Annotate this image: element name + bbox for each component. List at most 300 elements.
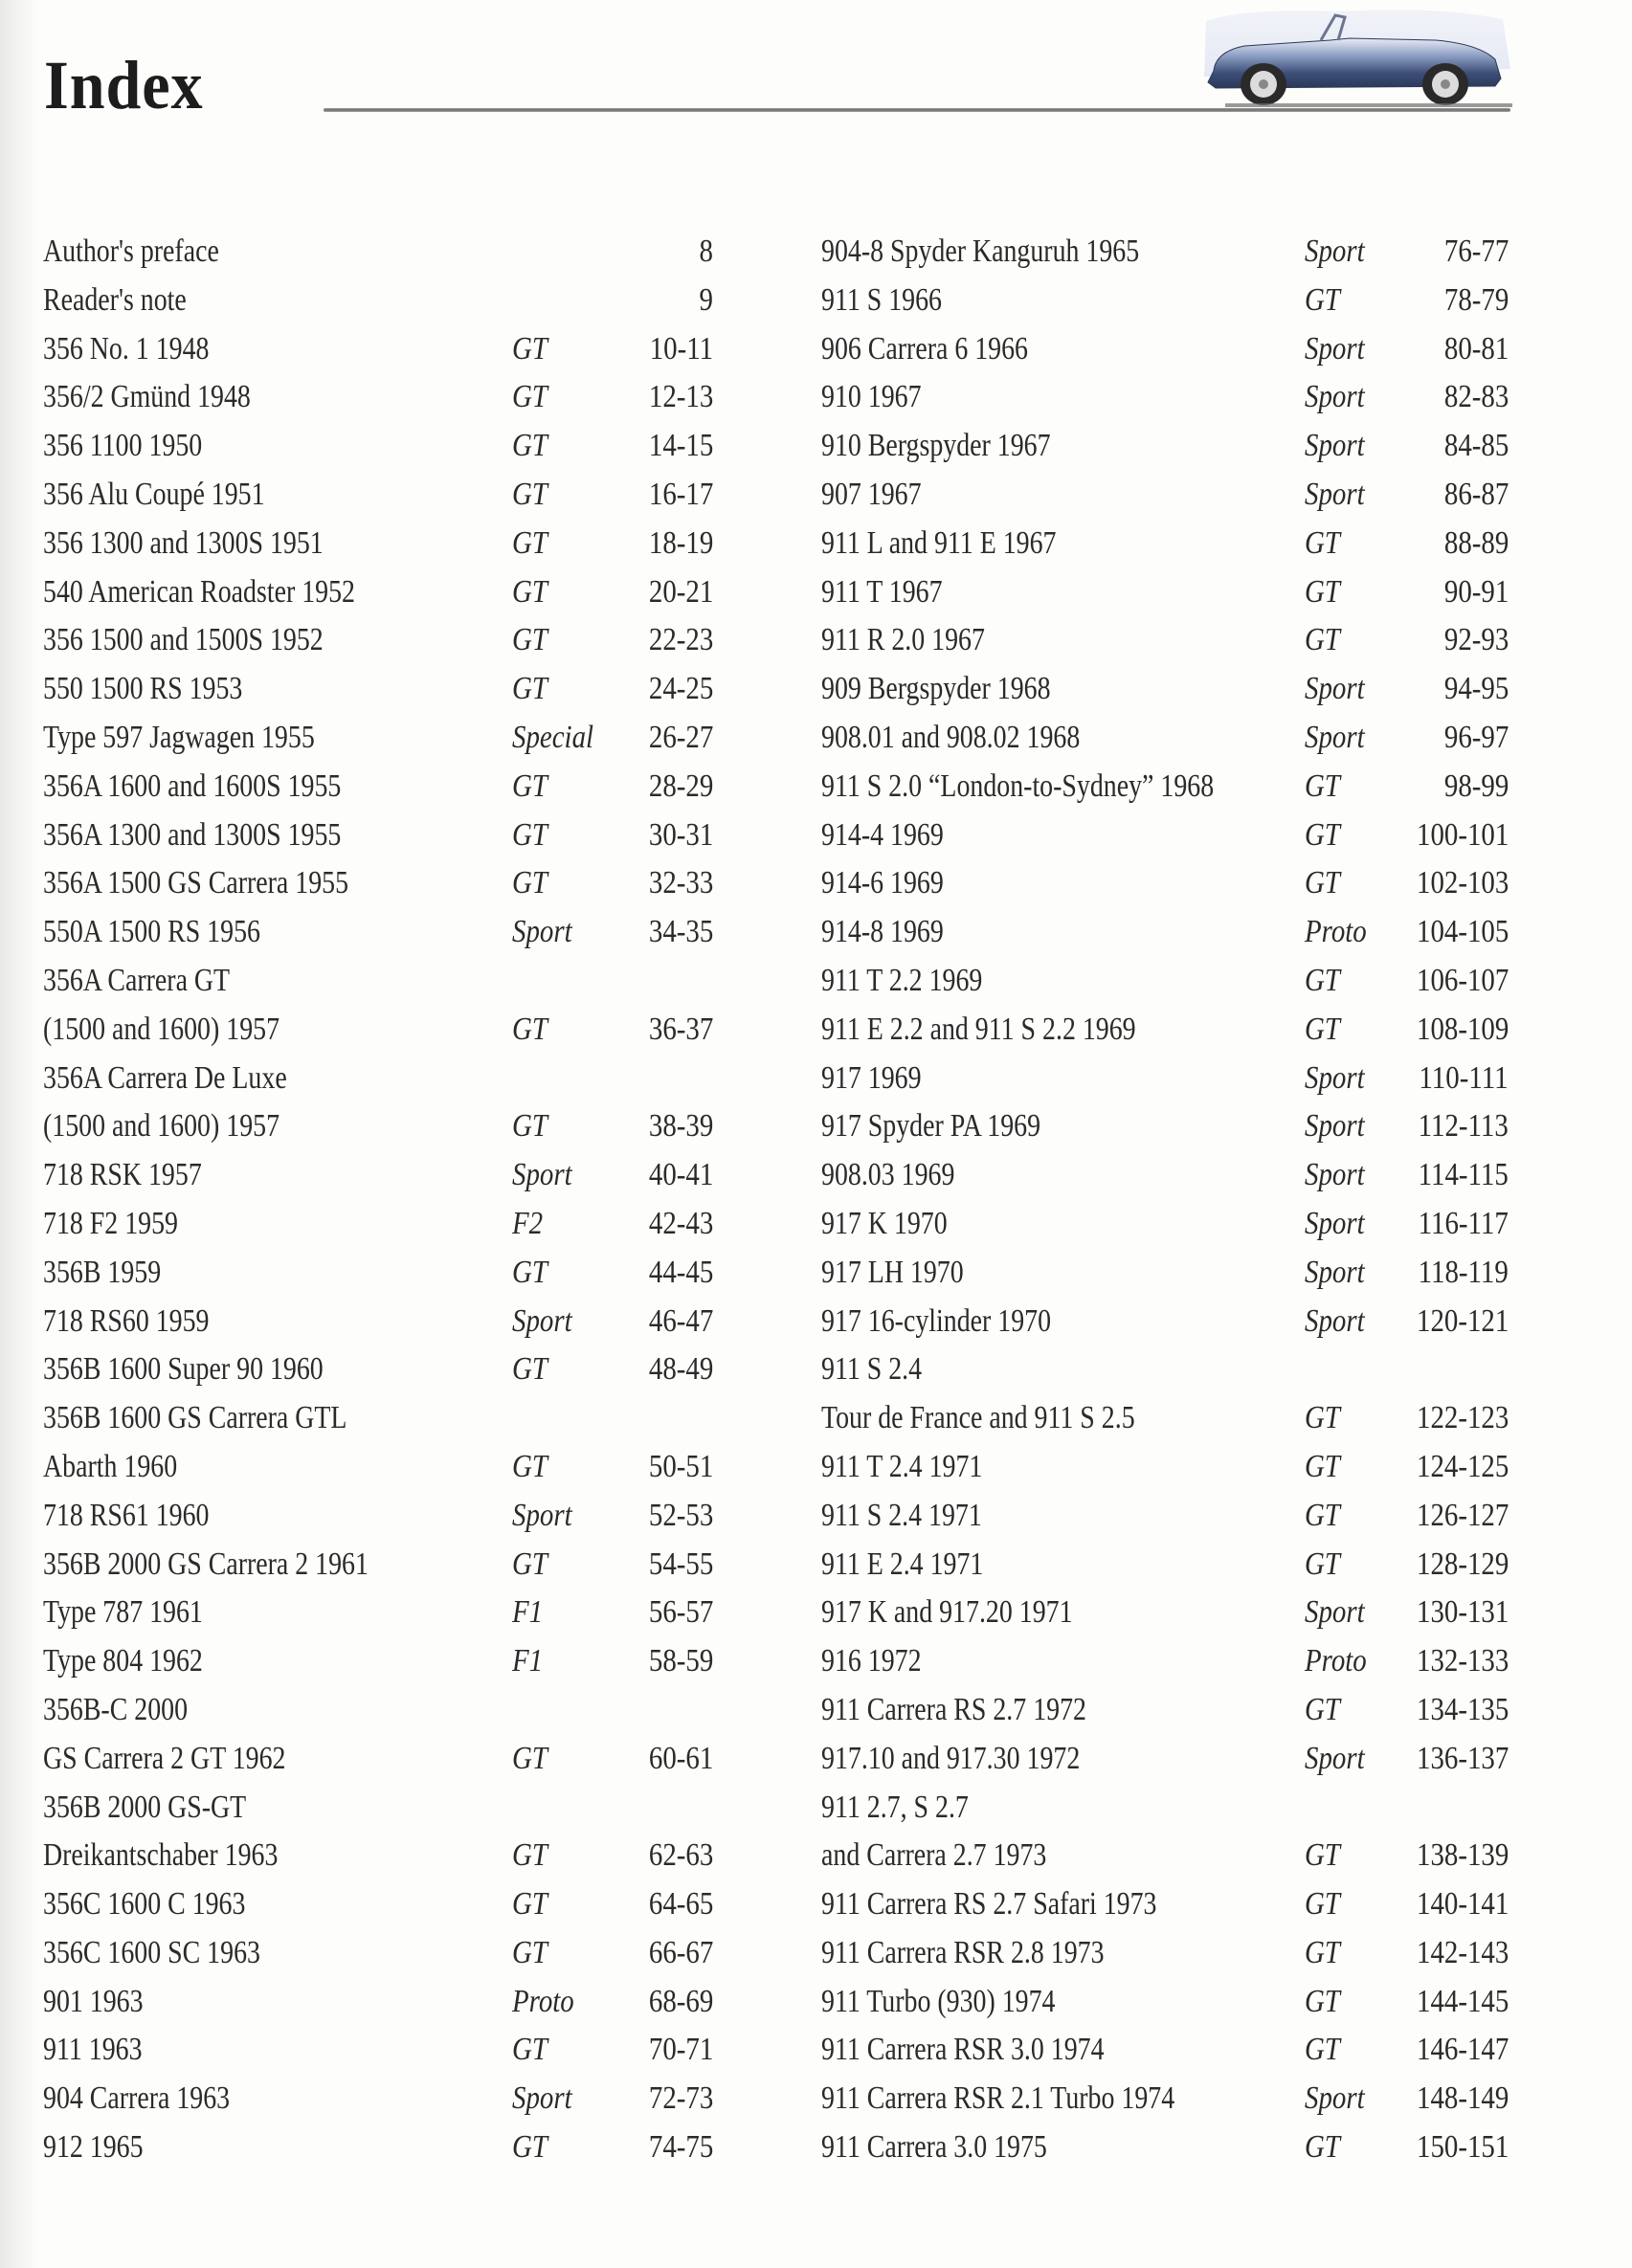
index-entry (821, 763, 1509, 812)
entry-title: 908.01 and 908.02 1968 (821, 719, 1081, 755)
entry-page-numbers: 18-19 (648, 524, 713, 561)
index-entry (43, 665, 713, 714)
entry-title: Type 597 Jagwagen 1955 (43, 719, 315, 755)
index-entry (821, 325, 1509, 374)
entry-title: 914-6 1969 (821, 865, 944, 901)
index-entry (821, 1394, 1509, 1443)
entry-title: 911 T 2.4 1971 (821, 1448, 983, 1484)
index-entry (43, 908, 713, 957)
entry-page-numbers: 150-151 (1416, 2129, 1509, 2166)
entry-category: Sport (1305, 1157, 1365, 1193)
index-entry (43, 325, 713, 374)
entry-title: 356 Alu Coupé 1951 (43, 476, 265, 512)
index-entry (821, 471, 1509, 520)
entry-page-numbers: 78-79 (1443, 281, 1509, 318)
index-entry (43, 1784, 713, 1833)
entry-page-numbers: 32-33 (648, 865, 713, 901)
entry-page-numbers: 74-75 (648, 2129, 713, 2166)
entry-category: GT (512, 1254, 548, 1290)
entry-page-numbers: 114-115 (1418, 1157, 1509, 1193)
entry-title: 916 1972 (821, 1643, 922, 1679)
entry-category: GT (512, 1886, 548, 1923)
entry-category: GT (512, 379, 548, 415)
index-entry (43, 1151, 713, 1200)
index-entry (43, 568, 713, 617)
index-entry (43, 1200, 713, 1249)
entry-title: 550A 1500 RS 1956 (43, 914, 260, 950)
entry-title: 911 2.7, S 2.7 (821, 1789, 969, 1825)
entry-title: 356 No. 1 1948 (43, 330, 210, 367)
entry-title: Reader's note (43, 281, 187, 318)
entry-page-numbers: 70-71 (648, 2032, 713, 2068)
index-entry (43, 2075, 713, 2123)
entry-page-numbers: 66-67 (648, 1934, 713, 1970)
entry-title: 550 1500 RS 1953 (43, 671, 243, 707)
index-entry (43, 228, 713, 277)
index-entry (821, 228, 1509, 277)
entry-page-numbers: 22-23 (648, 622, 713, 658)
entry-page-numbers: 130-131 (1416, 1594, 1509, 1631)
index-entry (821, 1735, 1509, 1784)
entry-category: GT (512, 2032, 548, 2068)
entry-category: GT (1305, 524, 1340, 561)
entry-page-numbers: 40-41 (648, 1157, 713, 1193)
entry-title: 356A 1600 and 1600S 1955 (43, 767, 342, 804)
entry-page-numbers: 24-25 (648, 671, 713, 707)
entry-title: 911 Turbo (930) 1974 (821, 1983, 1056, 2019)
entry-page-numbers: 90-91 (1443, 573, 1509, 610)
index-column-left (43, 228, 713, 2172)
page-title: Index (44, 47, 204, 123)
entry-title: 356B 2000 GS-GT (43, 1789, 247, 1825)
entry-category: GT (512, 1351, 548, 1388)
entry-page-numbers: 60-61 (648, 1740, 713, 1776)
car-illustration-icon (1187, 2, 1531, 115)
index-entry (43, 957, 713, 1006)
entry-category: GT (1305, 816, 1340, 853)
index-entry (43, 1589, 713, 1637)
entry-title: 356B 2000 GS Carrera 2 1961 (43, 1545, 369, 1582)
entry-category: GT (512, 330, 548, 367)
index-entry (43, 1443, 713, 1492)
entry-title: Type 787 1961 (43, 1594, 203, 1631)
index-entry (43, 1055, 713, 1103)
entry-category: GT (1305, 1011, 1340, 1047)
entry-title: 911 Carrera 3.0 1975 (821, 2129, 1047, 2166)
entry-page-numbers: 104-105 (1416, 914, 1509, 950)
entry-category: GT (1305, 1497, 1340, 1533)
entry-page-numbers: 76-77 (1443, 233, 1509, 269)
entry-category: Sport (512, 1302, 572, 1339)
entry-category: GT (512, 865, 548, 901)
page-edge-shadow (0, 0, 38, 2268)
index-entry (821, 1102, 1509, 1151)
entry-page-numbers: 10-11 (649, 330, 713, 367)
index-entry (821, 1249, 1509, 1298)
index-entry (821, 1200, 1509, 1249)
entry-category: GT (512, 671, 548, 707)
entry-title: 540 American Roadster 1952 (43, 573, 355, 610)
entry-category: Sport (1305, 1059, 1365, 1096)
index-entry (821, 1637, 1509, 1686)
entry-page-numbers: 96-97 (1443, 719, 1509, 755)
index-entry (43, 1637, 713, 1686)
entry-title: Author's preface (43, 233, 219, 269)
index-entry (43, 763, 713, 812)
entry-title: GS Carrera 2 GT 1962 (43, 1740, 286, 1776)
index-entry (821, 665, 1509, 714)
index-entry (43, 373, 713, 422)
entry-title: 911 E 2.4 1971 (821, 1545, 984, 1582)
index-entry (43, 859, 713, 908)
entry-category: GT (1305, 1400, 1340, 1436)
index-entry (43, 2026, 713, 2075)
entry-category: GT (512, 622, 548, 658)
entry-title: 718 RSK 1957 (43, 1157, 202, 1193)
entry-title: 909 Bergspyder 1968 (821, 671, 1051, 707)
index-entry (43, 1102, 713, 1151)
entry-title: 911 Carrera RS 2.7 Safari 1973 (821, 1886, 1157, 1923)
entry-page-numbers: 98-99 (1443, 767, 1509, 804)
entry-title: 914-4 1969 (821, 816, 944, 853)
index-entry (821, 1929, 1509, 1978)
index-entry (821, 2075, 1509, 2123)
entry-category: GT (1305, 1545, 1340, 1582)
entry-page-numbers: 120-121 (1416, 1302, 1509, 1339)
index-entry (821, 520, 1509, 568)
entry-page-numbers: 136-137 (1416, 1740, 1509, 1776)
entry-title: 911 T 2.2 1969 (821, 962, 983, 998)
entry-title: 356B 1959 (43, 1254, 162, 1290)
index-entry (821, 1055, 1509, 1103)
entry-title: 356A 1500 GS Carrera 1955 (43, 865, 349, 901)
index-entry (43, 520, 713, 568)
entry-page-numbers: 148-149 (1416, 2080, 1509, 2117)
entry-category: GT (1305, 281, 1340, 318)
entry-category: GT (1305, 865, 1340, 901)
entry-page-numbers: 110-111 (1419, 1059, 1509, 1096)
entry-title: 911 Carrera RSR 2.1 Turbo 1974 (821, 2080, 1175, 2117)
entry-title: 356B-C 2000 (43, 1691, 189, 1727)
index-entry (43, 714, 713, 763)
entry-category: Sport (1305, 719, 1365, 755)
entry-page-numbers: 44-45 (648, 1254, 713, 1290)
index-entry (821, 859, 1509, 908)
entry-category: Sport (1305, 428, 1365, 464)
entry-page-numbers: 106-107 (1416, 962, 1509, 998)
index-entry (821, 1443, 1509, 1492)
index-entry (43, 812, 713, 860)
entry-title: 356C 1600 C 1963 (43, 1886, 246, 1923)
entry-page-numbers: 48-49 (648, 1351, 713, 1388)
entry-title: 911 S 2.4 1971 (821, 1497, 982, 1533)
entry-title: 911 R 2.0 1967 (821, 622, 985, 658)
entry-page-numbers: 82-83 (1443, 379, 1509, 415)
entry-page-numbers: 30-31 (648, 816, 713, 853)
entry-category: Sport (1305, 379, 1365, 415)
entry-page-numbers: 16-17 (648, 476, 713, 512)
entry-title: 917 K and 917.20 1971 (821, 1594, 1073, 1631)
entry-page-numbers: 138-139 (1416, 1837, 1509, 1874)
entry-category: Sport (1305, 330, 1365, 367)
index-entry (43, 1492, 713, 1541)
entry-category: Proto (512, 1983, 574, 2019)
entry-page-numbers: 9 (699, 281, 713, 318)
entry-title: Abarth 1960 (43, 1448, 178, 1484)
index-column-right (821, 228, 1509, 2172)
entry-category: F1 (512, 1643, 544, 1679)
entry-page-numbers: 58-59 (648, 1643, 713, 1679)
index-entry (821, 277, 1509, 325)
entry-title: 911 T 1967 (821, 573, 943, 610)
entry-page-numbers: 112-113 (1418, 1108, 1509, 1145)
entry-category: GT (1305, 622, 1340, 658)
index-entry (43, 1686, 713, 1735)
entry-category: Sport (1305, 1740, 1365, 1776)
index-entry (43, 422, 713, 471)
entry-category: GT (1305, 1448, 1340, 1484)
entry-page-numbers: 142-143 (1416, 1934, 1509, 1970)
index-entry (821, 1784, 1509, 1833)
entry-category: GT (1305, 573, 1340, 610)
index-entry (43, 1735, 713, 1784)
entry-title: 906 Carrera 6 1966 (821, 330, 1029, 367)
index-entry (43, 1978, 713, 2027)
entry-page-numbers: 122-123 (1416, 1400, 1509, 1436)
entry-page-numbers: 38-39 (648, 1108, 713, 1145)
entry-title: 911 Carrera RS 2.7 1972 (821, 1691, 1086, 1727)
entry-page-numbers: 102-103 (1416, 865, 1509, 901)
entry-page-numbers: 8 (699, 233, 713, 269)
entry-category: Sport (1305, 1108, 1365, 1145)
index-entry (821, 1151, 1509, 1200)
index-entry (43, 1345, 713, 1394)
index-entry (43, 1541, 713, 1590)
entry-category: Sport (1305, 671, 1365, 707)
index-entry (821, 714, 1509, 763)
entry-title: 356A Carrera De Luxe (43, 1059, 287, 1096)
index-entry (43, 471, 713, 520)
entry-title: 718 RS61 1960 (43, 1497, 210, 1533)
entry-title: 718 RS60 1959 (43, 1302, 210, 1339)
entry-title: 904-8 Spyder Kanguruh 1965 (821, 233, 1140, 269)
entry-category: Sport (512, 1497, 572, 1533)
entry-category: GT (512, 1011, 548, 1047)
index-entry (821, 1589, 1509, 1637)
index-entry (43, 1832, 713, 1880)
entry-page-numbers: 126-127 (1416, 1497, 1509, 1533)
entry-page-numbers: 108-109 (1416, 1011, 1509, 1047)
entry-category: GT (512, 573, 548, 610)
entry-category: Sport (1305, 233, 1365, 269)
entry-page-numbers: 84-85 (1443, 428, 1509, 464)
entry-title: 917 LH 1970 (821, 1254, 964, 1290)
entry-category: GT (512, 524, 548, 561)
entry-category: GT (1305, 1934, 1340, 1970)
entry-page-numbers: 68-69 (648, 1983, 713, 2019)
entry-title: 910 1967 (821, 379, 922, 415)
entry-page-numbers: 26-27 (648, 719, 713, 755)
entry-page-numbers: 140-141 (1416, 1886, 1509, 1923)
index-entry (821, 1686, 1509, 1735)
entry-category: GT (512, 767, 548, 804)
entry-page-numbers: 88-89 (1443, 524, 1509, 561)
entry-page-numbers: 86-87 (1443, 476, 1509, 512)
entry-page-numbers: 36-37 (648, 1011, 713, 1047)
index-entry (43, 1929, 713, 1978)
entry-category: Proto (1305, 1643, 1367, 1679)
entry-page-numbers: 118-119 (1418, 1254, 1509, 1290)
entry-title: 907 1967 (821, 476, 922, 512)
index-entry (43, 2123, 713, 2172)
entry-page-numbers: 50-51 (648, 1448, 713, 1484)
index-entry (821, 908, 1509, 957)
entry-page-numbers: 72-73 (648, 2080, 713, 2117)
entry-category: GT (512, 1108, 548, 1145)
entry-category: GT (512, 1740, 548, 1776)
entry-category: GT (512, 2129, 548, 2166)
index-entry (43, 1006, 713, 1055)
index-entry (821, 1832, 1509, 1880)
entry-category: Sport (1305, 1302, 1365, 1339)
index-entry (821, 1880, 1509, 1929)
index-entry (821, 1006, 1509, 1055)
entry-category: Special (512, 719, 594, 755)
entry-page-numbers: 62-63 (648, 1837, 713, 1874)
entry-category: GT (512, 1448, 548, 1484)
entry-page-numbers: 92-93 (1443, 622, 1509, 658)
index-entry (821, 616, 1509, 665)
entry-title: 356C 1600 SC 1963 (43, 1934, 260, 1970)
entry-page-numbers: 52-53 (648, 1497, 713, 1533)
entry-category: GT (1305, 2129, 1340, 2166)
entry-category: GT (512, 1934, 548, 1970)
entry-category: Sport (1305, 1594, 1365, 1631)
entry-page-numbers: 34-35 (648, 914, 713, 950)
entry-page-numbers: 144-145 (1416, 1983, 1509, 2019)
entry-page-numbers: 128-129 (1416, 1545, 1509, 1582)
entry-title: 911 L and 911 E 1967 (821, 524, 1057, 561)
entry-page-numbers: 42-43 (648, 1205, 713, 1241)
index-entry (821, 1298, 1509, 1346)
entry-category: GT (1305, 767, 1340, 804)
entry-title: 910 Bergspyder 1967 (821, 428, 1051, 464)
entry-page-numbers: 46-47 (648, 1302, 713, 1339)
index-entry (821, 1541, 1509, 1590)
index-entry (43, 277, 713, 325)
entry-category: GT (1305, 1886, 1340, 1923)
entry-page-numbers: 146-147 (1416, 2032, 1509, 2068)
index-entry (43, 1394, 713, 1443)
entry-title: 356A 1300 and 1300S 1955 (43, 816, 342, 853)
entry-title: Dreikantschaber 1963 (43, 1837, 279, 1874)
entry-category: GT (512, 428, 548, 464)
entry-category: GT (512, 1837, 548, 1874)
entry-page-numbers: 94-95 (1443, 671, 1509, 707)
entry-title: 911 Carrera RSR 2.8 1973 (821, 1934, 1105, 1970)
entry-title: 356B 1600 GS Carrera GTL (43, 1400, 347, 1436)
entry-title: 917 K 1970 (821, 1205, 948, 1241)
entry-title: Type 804 1962 (43, 1643, 203, 1679)
entry-title: 917 16-cylinder 1970 (821, 1302, 1052, 1339)
entry-page-numbers: 80-81 (1443, 330, 1509, 367)
entry-page-numbers: 124-125 (1416, 1448, 1509, 1484)
index-entry (821, 422, 1509, 471)
entry-category: GT (1305, 1691, 1340, 1727)
index-entry (43, 616, 713, 665)
entry-page-numbers: 28-29 (648, 767, 713, 804)
index-entry (821, 2123, 1509, 2172)
entry-page-numbers: 14-15 (648, 428, 713, 464)
entry-title: 911 S 1966 (821, 281, 942, 318)
index-entry (43, 1880, 713, 1929)
entry-page-numbers: 134-135 (1416, 1691, 1509, 1727)
entry-page-numbers: 54-55 (648, 1545, 713, 1582)
index-entry (821, 2026, 1509, 2075)
entry-category: Sport (1305, 2080, 1365, 2117)
entry-title: 914-8 1969 (821, 914, 944, 950)
entry-page-numbers: 132-133 (1416, 1643, 1509, 1679)
index-entry (821, 373, 1509, 422)
entry-category: GT (1305, 1983, 1340, 2019)
index-entry (821, 957, 1509, 1006)
entry-title: 917.10 and 917.30 1972 (821, 1740, 1081, 1776)
entry-category: GT (1305, 2032, 1340, 2068)
entry-title: 917 1969 (821, 1059, 922, 1096)
entry-title: 911 S 2.4 (821, 1351, 923, 1388)
entry-category: Proto (1305, 914, 1367, 950)
index-entry (821, 1978, 1509, 2027)
entry-category: Sport (512, 1157, 572, 1193)
entry-title: (1500 and 1600) 1957 (43, 1108, 280, 1145)
entry-title: 911 S 2.0 “London-to-Sydney” 1968 (821, 767, 1215, 804)
entry-page-numbers: 20-21 (648, 573, 713, 610)
index-entry (43, 1249, 713, 1298)
index-entry (821, 812, 1509, 860)
entry-page-numbers: 64-65 (648, 1886, 713, 1923)
entry-page-numbers: 116-117 (1418, 1205, 1509, 1241)
index-entry (821, 1345, 1509, 1394)
entry-category: Sport (1305, 476, 1365, 512)
entry-title: 356A Carrera GT (43, 962, 231, 998)
entry-category: F2 (512, 1205, 544, 1241)
entry-category: Sport (512, 914, 572, 950)
entry-title: 901 1963 (43, 1983, 144, 2019)
entry-title: 912 1965 (43, 2129, 144, 2166)
entry-category: F1 (512, 1594, 544, 1631)
entry-page-numbers: 100-101 (1416, 816, 1509, 853)
entry-title: Tour de France and 911 S 2.5 (821, 1400, 1135, 1436)
index-entry (821, 568, 1509, 617)
index-entry (43, 1298, 713, 1346)
entry-title: (1500 and 1600) 1957 (43, 1011, 280, 1047)
entry-category: Sport (512, 2080, 572, 2117)
entry-category: GT (512, 816, 548, 853)
entry-category: GT (1305, 962, 1340, 998)
entry-title: 904 Carrera 1963 (43, 2080, 231, 2117)
entry-title: 356/2 Gmünd 1948 (43, 379, 251, 415)
index-entry (821, 1492, 1509, 1541)
entry-title: 718 F2 1959 (43, 1205, 178, 1241)
entry-page-numbers: 56-57 (648, 1594, 713, 1631)
entry-title: 356B 1600 Super 90 1960 (43, 1351, 324, 1388)
entry-title: 356 1100 1950 (43, 428, 203, 464)
entry-title: 356 1500 and 1500S 1952 (43, 622, 324, 658)
entry-category: GT (1305, 1837, 1340, 1874)
entry-title: 911 Carrera RSR 3.0 1974 (821, 2032, 1105, 2068)
entry-title: 908.03 1969 (821, 1157, 955, 1193)
entry-category: GT (512, 476, 548, 512)
